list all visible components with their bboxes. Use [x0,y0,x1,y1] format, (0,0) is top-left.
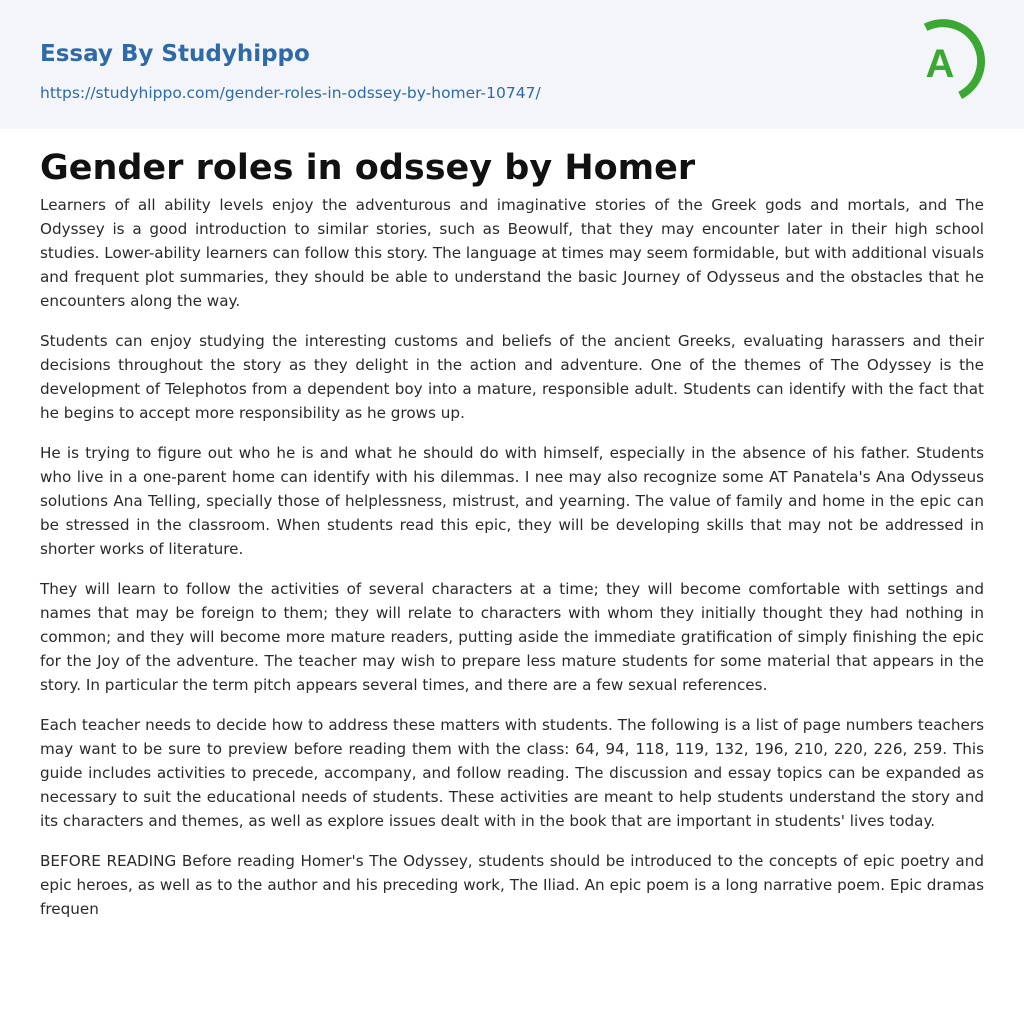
paragraph: Students can enjoy studying the interesting customs and beliefs of the ancient Greeks, evaluating harassers and their decisions throughout the story as they delight in the action and adventure. One of the themes of The Odyssey is the development of Telephotos from a dependent boy into a mature, responsible adult. Students can identify with the fact that he begins to accept more responsibility as he grows up. [40,332,984,422]
studyhippo-logo-icon[interactable] [902,18,988,106]
paragraph: They will learn to follow the activities of several characters at a time; they will become comfortable with settings and names that may be foreign to them; they will relate to characters with whom they initially thought they had nothing in common; and they will become more mature readers, putting aside the immediate gratification of simply finishing the epic for the Joy of the adventure. The teacher may wish to prepare less mature students for some material that appears in the story. In particular the term pitch appears several times, and there are a few sexual references. [40,580,984,694]
paragraph: Each teacher needs to decide how to address these matters with students. The following is a list of page numbers teachers may want to be sure to preview before reading them with the class: 64, 94, 118, 119, 132, 196, 210, 220, 226, 259. This guide includes activities to precede, accompany, and follow reading. The discussion and essay topics can be expanded as necessary to suit the educational needs of students. These activities are meant to help students understand the story and its characters and themes, as well as explore issues dealt with in the book that are important in students' lives today. [40,716,984,830]
article [40,145,984,937]
logo-letter: A [925,42,955,86]
site-header [0,0,1024,129]
page-url-link[interactable]: https://studyhippo.com/gender-roles-in-odssey-by-homer-10747/ [40,84,541,102]
paragraph: BEFORE READING Before reading Homer's The Odyssey, students should be introduced to the concepts of epic poetry and epic heroes, as well as to the author and his preceding work, The Iliad. An epic poem is a long narrative poem. Epic dramas frequen [40,852,984,918]
paragraph: Learners of all ability levels enjoy the adventurous and imaginative stories of the Greek gods and mortals, and The Odyssey is a good introduction to similar stories, such as Beowulf, that they may encounter later in their high school studies. Lower-ability learners can follow this story. The language at times may seem formidable, but with additional visuals and frequent plot summaries, they should be able to understand the basic Journey of Odysseus and the obstacles that he encounters along the way. [40,196,984,310]
site-title[interactable]: Essay By Studyhippo [40,41,310,67]
page-title: Gender roles in odssey by Homer [40,148,696,188]
paragraph: He is trying to figure out who he is and what he should do with himself, especially in the absence of his father. Students who live in a one-parent home can identify with his dilemmas. I nee may also recognize some AT Panatela's Ana Odysseus solutions Ana Telling, specially those of helplessness, mistrust, and yearning. The value of family and home in the epic can be stressed in the classroom. When students read this epic, they will be developing skills that may not be addressed in shorter works of literature. [40,444,984,558]
